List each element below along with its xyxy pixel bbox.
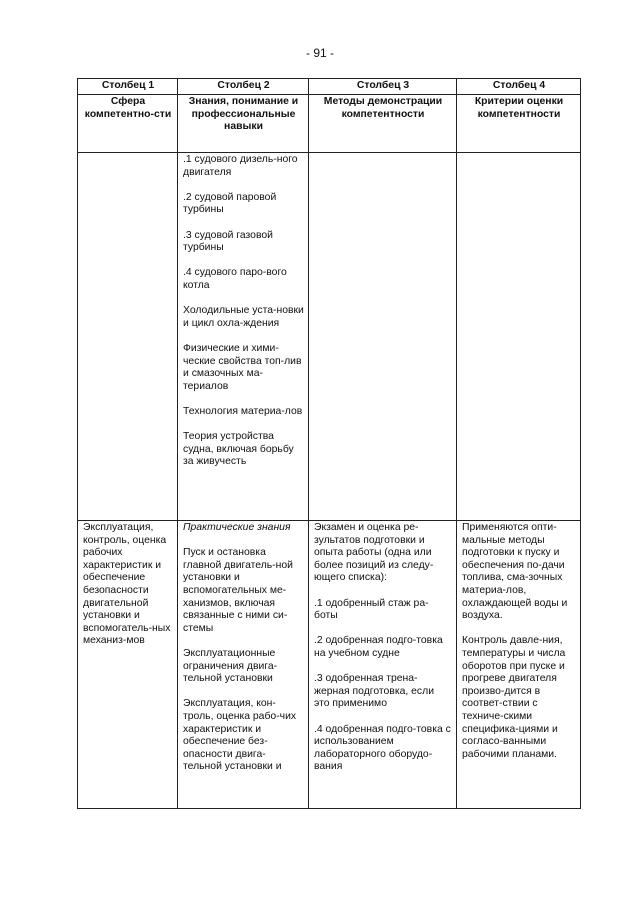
competence-area-text: Эксплуатация, контроль, оценка рабочих характеристик и обеспечение безопасности двигательной установки и вспомогатель-ных механиз-мов <box>83 522 171 647</box>
criteria-item: Применяются опти-мальные методы подготовки к пуску и обеспечения по-дачи топлива, сма-зочных материа-лов, охлаждающей воды и воздуха. <box>462 522 568 622</box>
knowledge-item: .1 судового дизель-ного двигателя <box>183 154 298 178</box>
column-label-2: Столбец 2 <box>178 79 309 95</box>
page-number: - 91 - <box>305 46 334 60</box>
criteria-item: Контроль давле-ния, температуры и числа оборотов при пуске и прогреве двигателя произво-дится в соответ-ствии с техниче-скими специфика-циями и согласо-ванными рабочими планами. <box>462 635 566 760</box>
method-item: .3 одобренная трена-жерная подготовка, если это применимо <box>314 673 434 710</box>
evaluation-criteria-cell <box>457 521 581 809</box>
knowledge-item: Технология материа-лов <box>183 405 303 417</box>
knowledge-item: Эксплуатация, кон-троль, оценка рабо-чих характеристик и обеспечение без-опасности двига-тельной установки и <box>183 698 297 773</box>
method-item: .4 одобренная подго-товка с использованием лабораторного оборудо-вания <box>314 723 451 773</box>
column-label-row <box>78 79 581 95</box>
knowledge-item: Теория устройства судна, включая борьбу за живучесть <box>183 431 294 468</box>
table-cell <box>457 153 581 521</box>
demonstration-methods-cell <box>309 521 457 809</box>
knowledge-item: Пуск и остановка главной двигатель-ной установки и вспомогательных ме-ханизмов, включая связанные с ними си-стемы <box>183 547 293 634</box>
table-cell <box>178 153 309 521</box>
header-competence-area: Сфера компетентно-сти <box>78 95 178 153</box>
competence-table <box>77 78 581 809</box>
method-item: Экзамен и оценка ре-зультатов подготовки и опыта работы (одна или более позиций из следу-ющего списка): <box>314 522 434 584</box>
column-label-4: Столбец 4 <box>457 79 581 95</box>
method-item: .1 одобренный стаж ра-боты <box>314 597 429 622</box>
knowledge-item: Эксплуатационные ограничения двига-тельной установки <box>183 647 278 685</box>
header-evaluation-criteria: Критерии оценки компетентности <box>457 95 581 153</box>
column-label-1: Столбец 1 <box>78 79 178 95</box>
table-row <box>78 521 581 809</box>
table-cell <box>78 153 178 521</box>
table-cell <box>309 153 457 521</box>
competence-area-cell <box>78 521 178 809</box>
knowledge-item: .3 судовой газовой турбины <box>183 229 273 254</box>
method-item: .2 одобренная подго-товка на учебном судне <box>314 635 443 659</box>
knowledge-item: Холодильные уста-новки и цикл охла-ждения <box>183 305 304 329</box>
header-knowledge: Знания, понимание и профессиональные навыки <box>178 95 309 153</box>
knowledge-cell <box>178 521 309 809</box>
knowledge-item: Физические и хими-ческие свойства топ-лив и смазочных ма-териалов <box>183 342 302 392</box>
practical-knowledge-title: Практические знания <box>183 522 291 533</box>
knowledge-item: .2 судовой паровой турбины <box>183 191 277 216</box>
knowledge-item: .4 судового паро-вого котла <box>183 267 287 291</box>
header-row <box>78 95 581 153</box>
table-row <box>78 153 581 521</box>
column-label-3: Столбец 3 <box>309 79 457 95</box>
header-demonstration-methods: Методы демонстрации компетентности <box>309 95 457 153</box>
